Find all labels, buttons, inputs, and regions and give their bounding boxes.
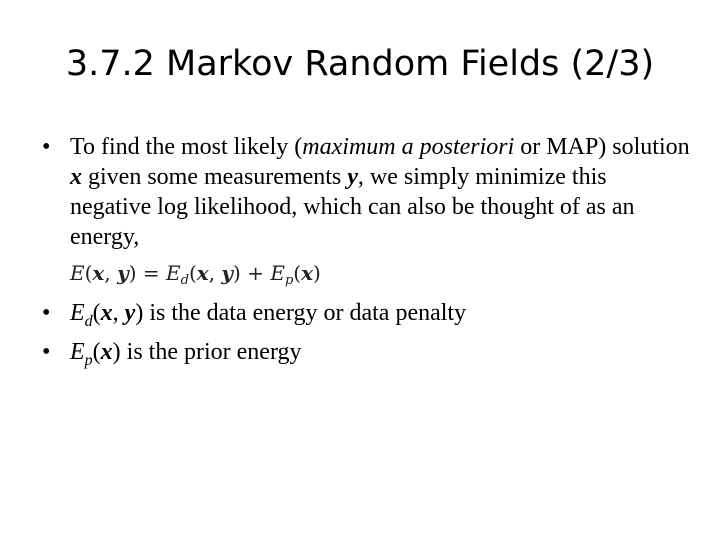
bullet-list: [42, 132, 692, 376]
formula-plus: +: [240, 261, 271, 285]
formula-Ed: E: [166, 261, 181, 285]
text: given some measurements: [82, 164, 348, 190]
slide-title: 3.7.2 Markov Random Fields (2/3): [65, 44, 655, 84]
text: ) is the prior energy: [112, 339, 302, 365]
formula-E: E: [70, 261, 85, 285]
text: To find the most likely (: [70, 134, 303, 160]
var-x: x: [100, 339, 113, 365]
bullet-marker: •: [42, 339, 51, 365]
bullet-marker: •: [42, 300, 51, 326]
bullet-item-prior-energy: • $E_p(x)$ is the prior energy: [42, 339, 302, 369]
formula-y: y: [117, 261, 129, 285]
formula-equals: =: [136, 261, 166, 285]
energy-formula: E(x, $y) = E_d(x$, $y) + E_p(x)$: [70, 261, 321, 288]
text: or MAP) solution: [514, 134, 690, 160]
var-y: y: [124, 300, 136, 326]
var-x: x: [70, 164, 82, 190]
var-E: E: [70, 300, 85, 326]
var-E: E: [70, 339, 85, 365]
text: ) is the data energy or data penalty: [135, 300, 467, 326]
var-x: x: [100, 300, 113, 326]
bullet-item-map-solution: [42, 132, 692, 252]
var-y: y: [347, 164, 358, 190]
formula-Ep: E: [270, 261, 285, 285]
text-italic: maximum a posteriori: [302, 134, 515, 160]
text: , we simply minimize this negative log likelihood, which can also be thought of as an energy,: [70, 164, 635, 250]
formula-x: x: [92, 261, 105, 285]
bullet-marker: •: [42, 134, 51, 160]
bullet-item-data-energy: • $E_d(x$, y) is the data energy or data penalty: [42, 300, 467, 330]
